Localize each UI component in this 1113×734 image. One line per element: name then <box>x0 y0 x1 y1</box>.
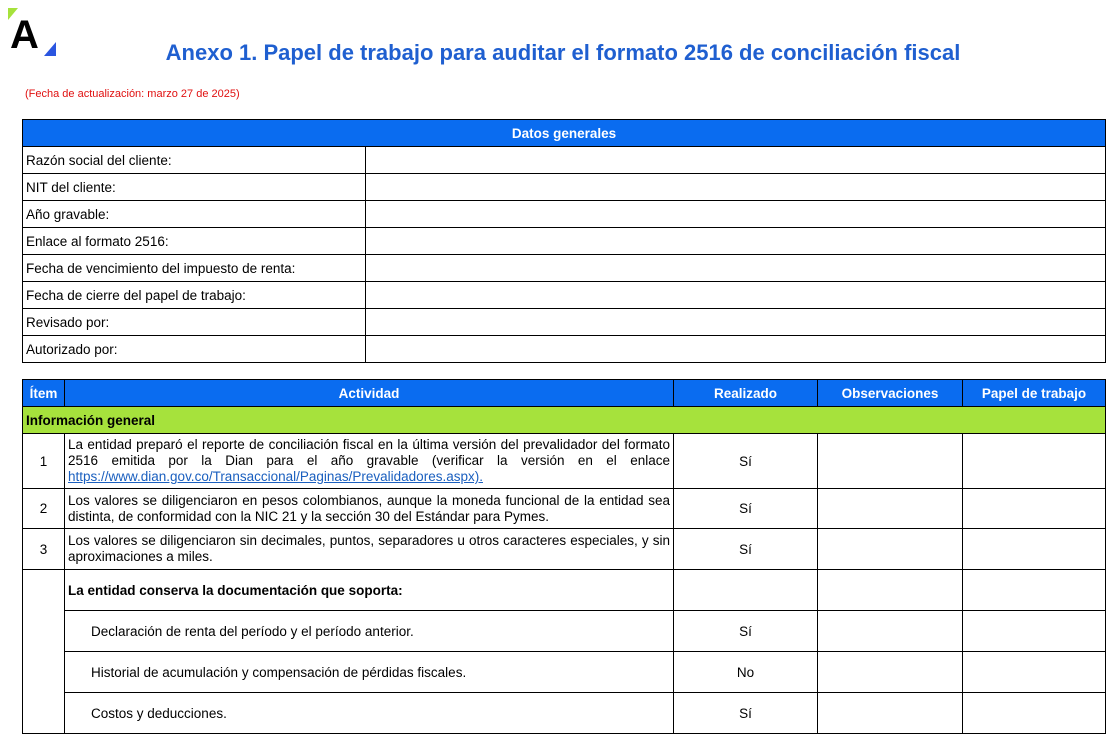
done-value[interactable]: Sí <box>674 693 818 734</box>
prevalidator-link[interactable]: https://www.dian.gov.co/Transaccional/Paginas/Prevalidadores.aspx). <box>68 469 483 484</box>
activity-text-main: La entidad preparó el reporte de conciliación fiscal en la última versión del prevalidador del formato 2516 emitida por la Dian para el año gravable (verificar la versión en el enlace <box>68 437 670 468</box>
reviewed-by-input[interactable] <box>366 309 1106 336</box>
col-workpaper: Papel de trabajo <box>963 380 1106 407</box>
table-row <box>23 434 1106 489</box>
field-label: Fecha de vencimiento del impuesto de renta: <box>23 255 366 282</box>
workpaper-cell[interactable] <box>963 652 1106 693</box>
observations-cell[interactable] <box>818 652 963 693</box>
item-number: 1 <box>23 434 65 489</box>
workpaper-cell[interactable] <box>963 693 1106 734</box>
activity-text: Declaración de renta del período y el período anterior. <box>65 611 674 652</box>
close-date-input[interactable] <box>366 282 1106 309</box>
activity-text: Costos y deducciones. <box>65 693 674 734</box>
activity-text: Los valores se diligenciaron sin decimales, puntos, separadores u otros caracteres especiales, y sin aproximaciones a miles. <box>65 529 674 570</box>
activity-text: Los valores se diligenciaron en pesos colombianos, aunque la moneda funcional de la entidad sea distinta, de conformidad con la NIC 21 y la sección 30 del Estándar para Pymes. <box>65 489 674 529</box>
observations-cell[interactable] <box>818 434 963 489</box>
checklist-table <box>22 379 1106 734</box>
col-done: Realizado <box>674 380 818 407</box>
done-value[interactable]: Sí <box>674 489 818 529</box>
table-row <box>23 489 1106 529</box>
activity-text <box>65 434 674 489</box>
observations-cell[interactable] <box>818 693 963 734</box>
form-link-input[interactable] <box>366 228 1106 255</box>
workpaper-cell[interactable] <box>963 611 1106 652</box>
observations-cell[interactable] <box>818 489 963 529</box>
field-label: Enlace al formato 2516: <box>23 228 366 255</box>
table-row <box>23 693 1106 734</box>
due-date-input[interactable] <box>366 255 1106 282</box>
workpaper-cell[interactable] <box>963 489 1106 529</box>
col-observations: Observaciones <box>818 380 963 407</box>
field-label: Fecha de cierre del papel de trabajo: <box>23 282 366 309</box>
field-label: Revisado por: <box>23 309 366 336</box>
page-title: Anexo 1. Papel de trabajo para auditar el formato 2516 de conciliación fiscal <box>165 40 961 65</box>
client-name-input[interactable] <box>366 147 1106 174</box>
doc-heading: La entidad conserva la documentación que soporta: <box>65 570 674 611</box>
logo-letter: A <box>10 13 39 57</box>
table-row <box>23 611 1106 652</box>
field-label: NIT del cliente: <box>23 174 366 201</box>
table-row <box>23 529 1106 570</box>
workpaper-cell[interactable] <box>963 434 1106 489</box>
item-number <box>23 570 65 734</box>
item-number: 3 <box>23 529 65 570</box>
done-value[interactable]: Sí <box>674 434 818 489</box>
col-item: Ítem <box>23 380 65 407</box>
table-row <box>23 652 1106 693</box>
done-value[interactable] <box>674 570 818 611</box>
general-data-table <box>22 119 1106 363</box>
field-label: Año gravable: <box>23 201 366 228</box>
workpaper-cell[interactable] <box>963 570 1106 611</box>
section-heading: Información general <box>23 407 1106 434</box>
item-number: 2 <box>23 489 65 529</box>
observations-cell[interactable] <box>818 611 963 652</box>
done-value[interactable]: No <box>674 652 818 693</box>
col-activity: Actividad <box>65 380 674 407</box>
nit-input[interactable] <box>366 174 1106 201</box>
done-value[interactable]: Sí <box>674 529 818 570</box>
table-row <box>23 570 1106 611</box>
activity-text: Historial de acumulación y compensación de pérdidas fiscales. <box>65 652 674 693</box>
field-label: Autorizado por: <box>23 336 366 363</box>
done-value[interactable]: Sí <box>674 611 818 652</box>
general-heading: Datos generales <box>23 120 1106 147</box>
authorized-by-input[interactable] <box>366 336 1106 363</box>
observations-cell[interactable] <box>818 570 963 611</box>
field-label: Razón social del cliente: <box>23 147 366 174</box>
workpaper-cell[interactable] <box>963 529 1106 570</box>
tax-year-input[interactable] <box>366 201 1106 228</box>
observations-cell[interactable] <box>818 529 963 570</box>
update-date: (Fecha de actualización: marzo 27 de 2025) <box>25 88 240 100</box>
